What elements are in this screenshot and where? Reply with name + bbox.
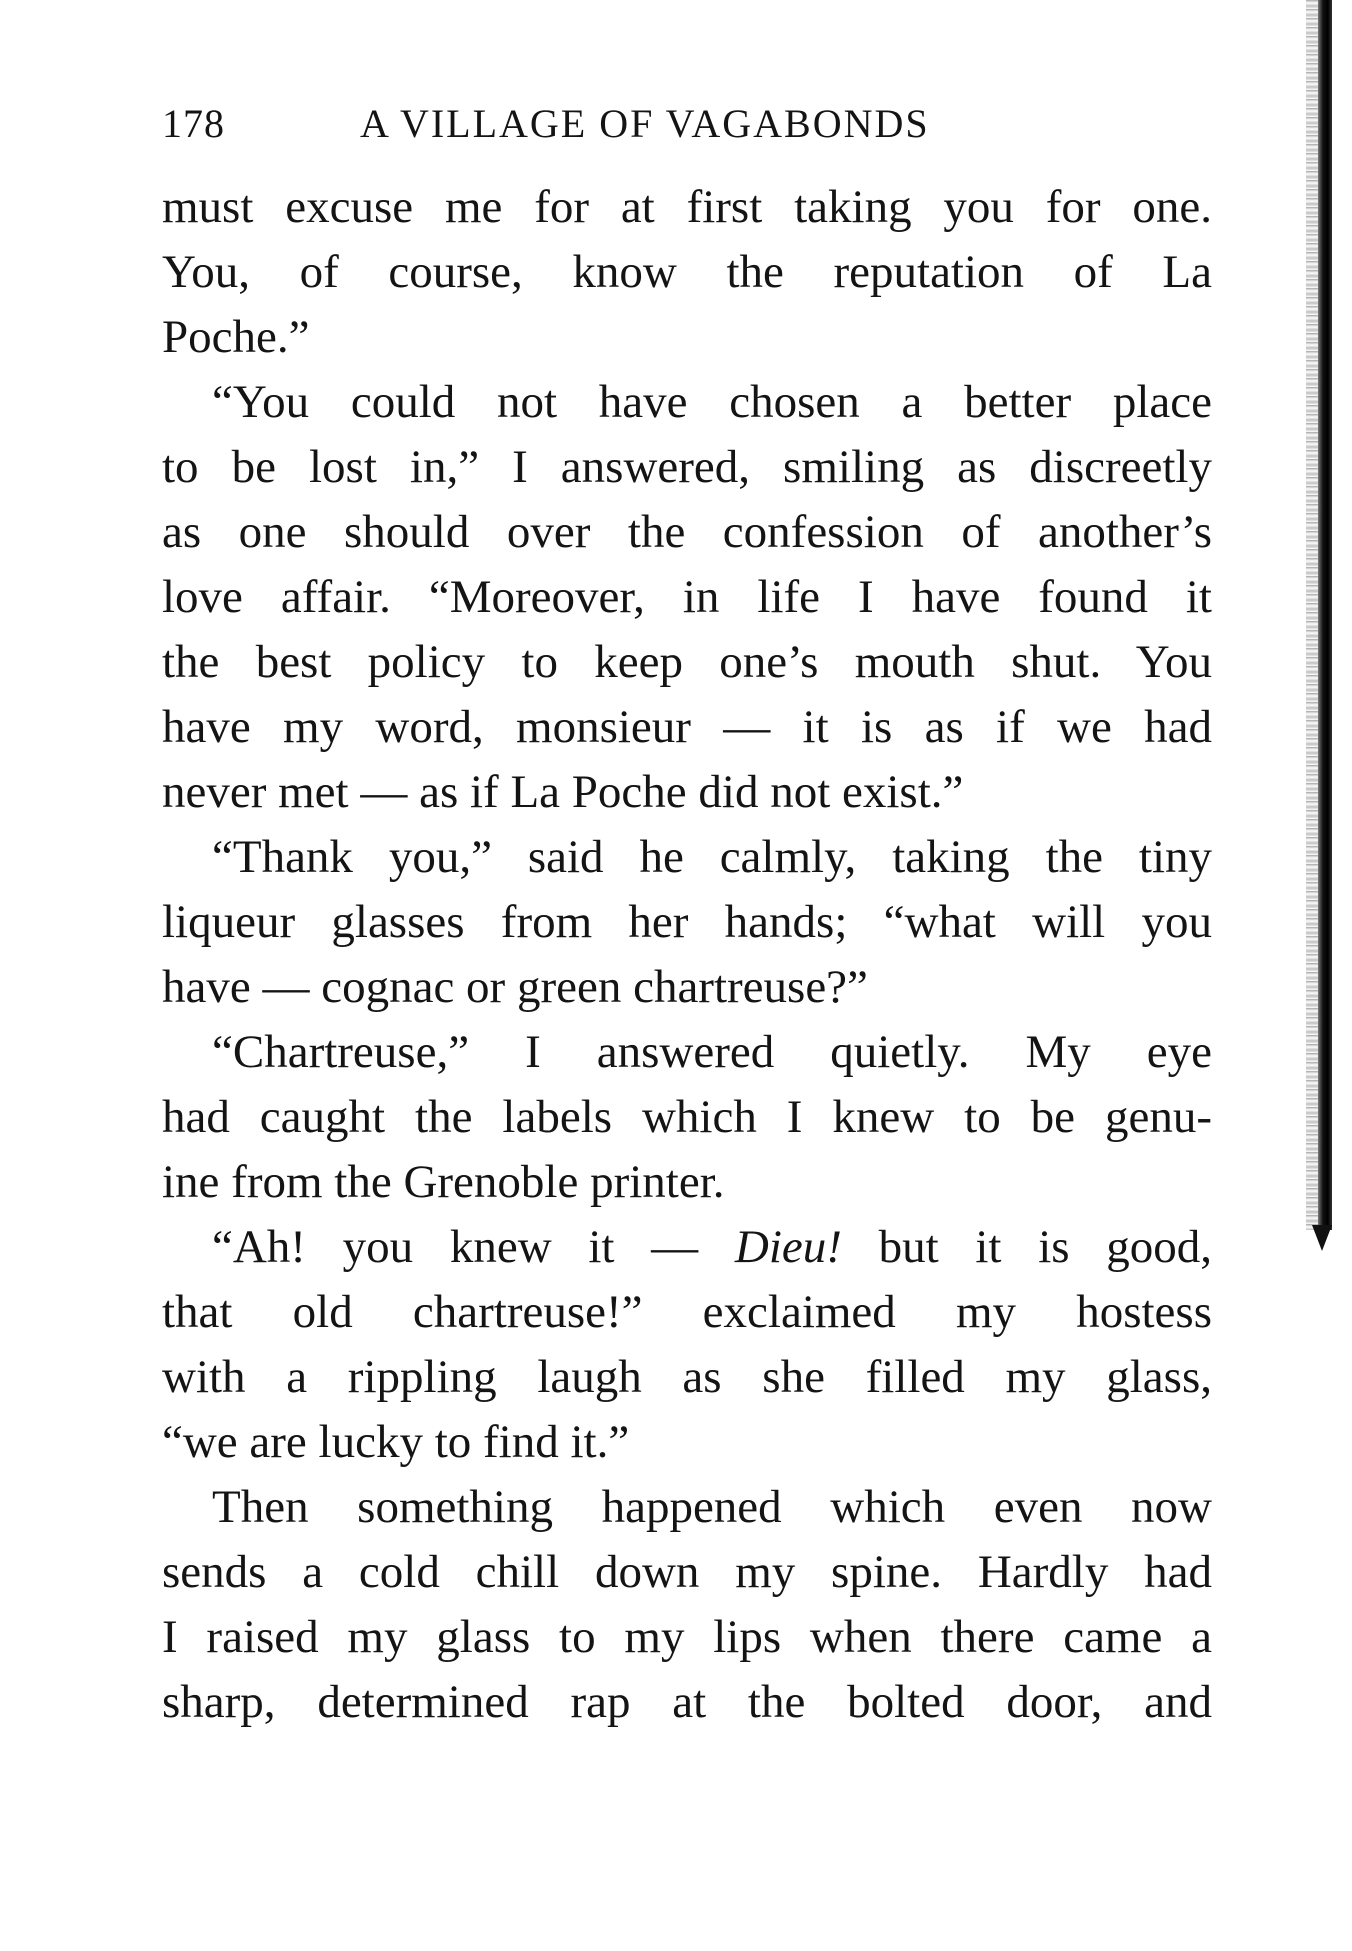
text-line: love affair. “Moreover, in life I have found it <box>162 571 1212 623</box>
text-line: ine from the Grenoble printer. <box>162 1156 725 1208</box>
text-line: the best policy to keep one’s mouth shut. You <box>162 636 1212 688</box>
text-line: You, of course, know the reputation of La <box>162 246 1212 298</box>
body-text <box>162 175 1212 1735</box>
text-segment: “Ah! you knew it — <box>212 1221 735 1273</box>
text-line: never met — as if La Poche did not exist.” <box>162 766 964 818</box>
text-line: have — cognac or green chartreuse?” <box>162 961 868 1013</box>
text-line: “You could not have chosen a better place <box>212 376 1212 428</box>
page-binding-edge <box>1318 0 1332 1230</box>
text-line: sends a cold chill down my spine. Hardly had <box>162 1546 1212 1598</box>
text-line-with-italic <box>162 1215 1212 1280</box>
text-line: with a rippling laugh as she filled my glass, <box>162 1351 1212 1403</box>
text-line: I raised my glass to my lips when there came a <box>162 1611 1212 1663</box>
text-segment: but it is good, <box>841 1221 1212 1273</box>
page-binding-tip <box>1312 1225 1332 1251</box>
text-line: “Chartreuse,” I answered quietly. My eye <box>212 1026 1212 1078</box>
running-title: A VILLAGE OF VAGABONDS <box>360 101 930 146</box>
text-line: Poche.” <box>162 311 310 363</box>
text-line: have my word, monsieur — it is as if we had <box>162 701 1212 753</box>
page-binding-shadow <box>1306 0 1318 1230</box>
text-line: “Thank you,” said he calmly, taking the tiny <box>212 831 1212 883</box>
text-line: “we are lucky to find it.” <box>162 1416 630 1468</box>
text-line: had caught the labels which I knew to be genu- <box>162 1091 1212 1143</box>
page-header <box>162 100 1212 160</box>
text-line: liqueur glasses from her hands; “what will you <box>162 896 1212 948</box>
text-line: to be lost in,” I answered, smiling as discreetly <box>162 441 1212 493</box>
text-line: that old chartreuse!” exclaimed my hostess <box>162 1286 1212 1338</box>
page-number: 178 <box>162 101 225 146</box>
text-line: as one should over the confession of another’s <box>162 506 1212 558</box>
text-line: sharp, determined rap at the bolted door, and <box>162 1676 1212 1728</box>
italic-word: Dieu! <box>734 1221 842 1273</box>
text-line: Then something happened which even now <box>212 1481 1212 1533</box>
text-line: must excuse me for at first taking you for one. <box>162 181 1212 233</box>
